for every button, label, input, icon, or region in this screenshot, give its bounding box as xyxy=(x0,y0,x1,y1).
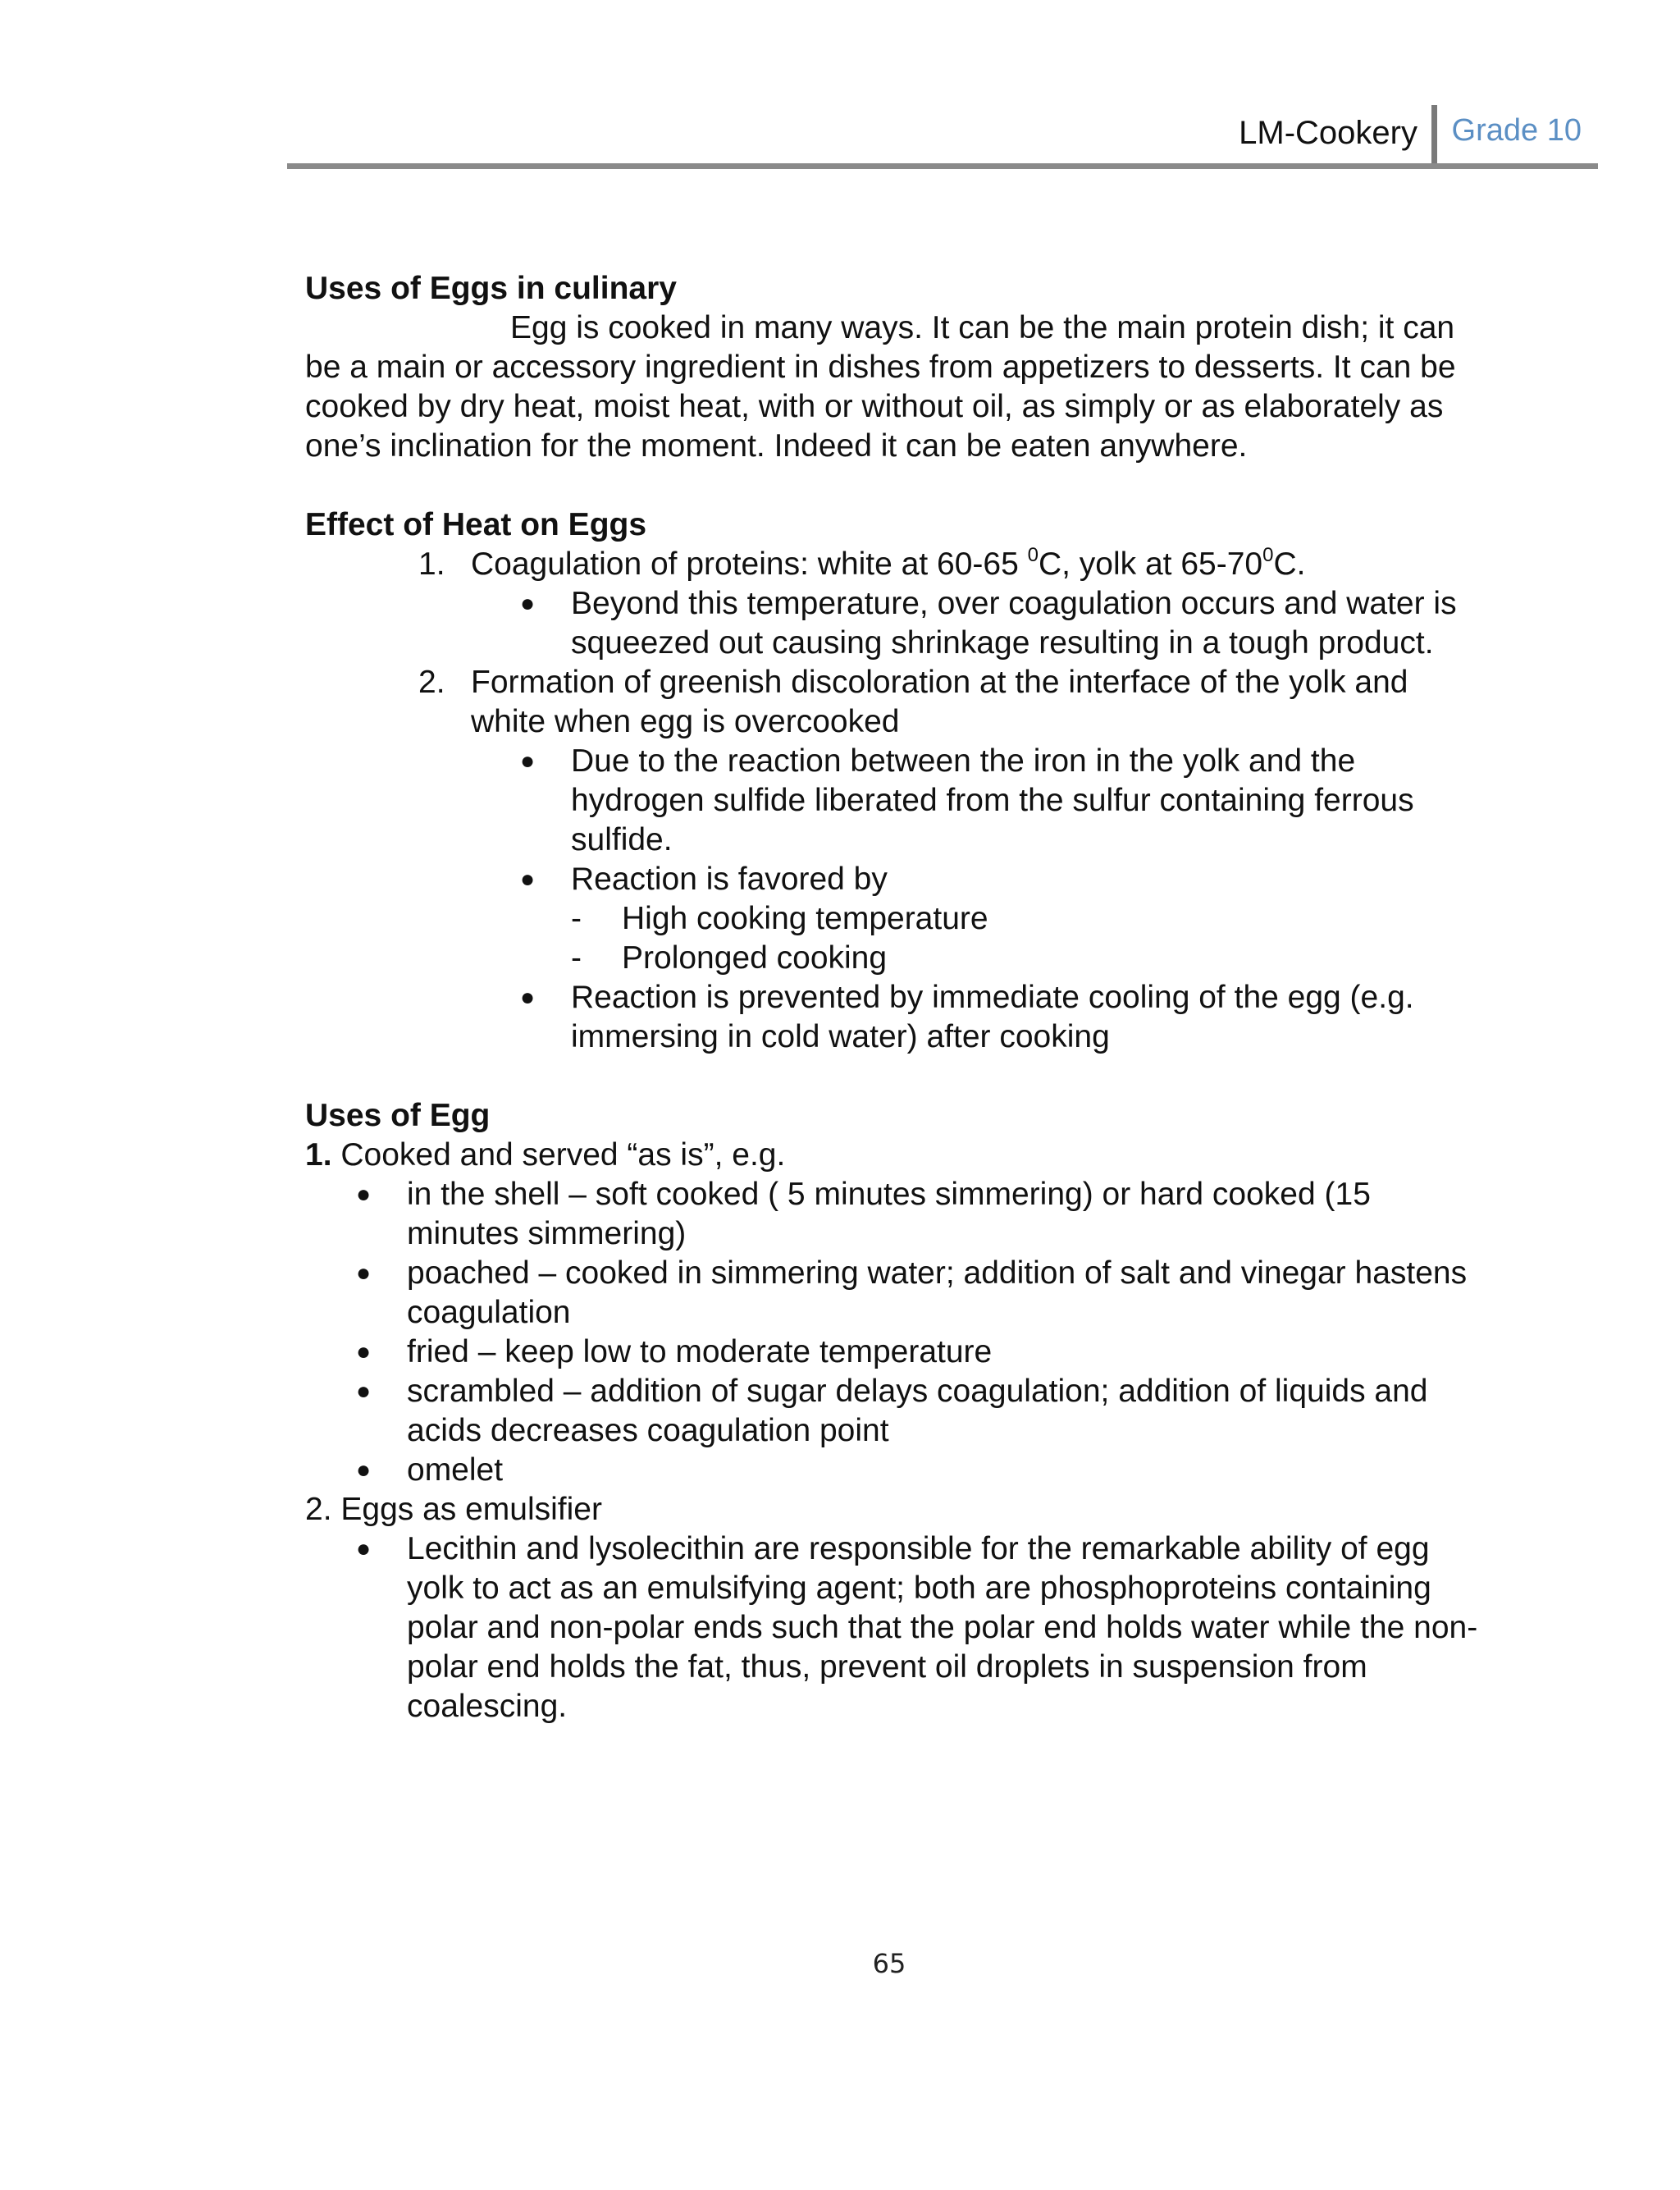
superscript-degree: 0 xyxy=(1027,544,1039,566)
numbered-item-coagulation xyxy=(305,545,1478,584)
dash-text: Prolonged cooking xyxy=(622,940,888,976)
bullet-text: in the shell – soft cooked ( 5 minutes simmering) or hard cooked (15 minutes simmering) xyxy=(407,1177,1371,1251)
item-text: Cooked and served “as is”, e.g. xyxy=(331,1137,786,1173)
spacer xyxy=(305,466,1478,505)
bullet-text: Reaction is favored by xyxy=(571,862,888,897)
item-number: 2. xyxy=(418,665,445,700)
bullet-item xyxy=(305,742,1478,860)
bullet-text: fried – keep low to moderate temperature xyxy=(407,1334,993,1369)
header-grade: Grade 10 xyxy=(1451,113,1582,148)
dash-text: High cooking temperature xyxy=(622,901,988,936)
header-rule xyxy=(287,163,1598,169)
numbered-line-emulsifier: 2. Eggs as emulsifier xyxy=(305,1492,602,1527)
bullet-item xyxy=(305,584,1478,663)
bullet-icon: ● xyxy=(356,1456,372,1484)
bullet-text: Reaction is prevented by immediate cooling of the egg (e.g. immersing in cold water) after cooking xyxy=(571,980,1414,1054)
bullet-item xyxy=(305,1175,1478,1254)
spacer xyxy=(305,1057,1478,1096)
section-heading-uses-culinary: Uses of Eggs in culinary xyxy=(305,271,677,306)
page-header xyxy=(287,105,1598,169)
bullet-icon: ● xyxy=(520,748,536,775)
item-text: Formation of greenish discoloration at the interface of the yolk and white when egg is overcooked xyxy=(471,665,1408,739)
superscript-degree: 0 xyxy=(1262,544,1274,566)
item-text xyxy=(471,545,1478,584)
dash-item xyxy=(305,899,1478,939)
header-divider xyxy=(1431,105,1437,167)
item-text-part: C, yolk at 65-70 xyxy=(1038,546,1263,582)
numbered-line-cooked-served xyxy=(305,1136,1478,1175)
bullet-item xyxy=(305,1372,1478,1451)
bullet-icon: ● xyxy=(356,1181,372,1208)
section-heading-effect-of-heat: Effect of Heat on Eggs xyxy=(305,507,647,542)
paragraph-uses-culinary: Egg is cooked in many ways. It can be the main protein dish; it can be a main or accessory ingredient in dishes from appetizers to desserts. It can be cooked by dry heat, moist heat, with or without oil, as simply or as elaborately as one’s inclination for the moment. Indeed it can be eaten anywhere. xyxy=(305,310,1456,464)
bullet-icon: ● xyxy=(520,866,536,893)
bullet-icon: ● xyxy=(520,590,536,617)
bullet-item xyxy=(305,1451,1478,1490)
bullet-icon: ● xyxy=(356,1535,372,1562)
page-number: 65 xyxy=(872,1948,906,1979)
bullet-item xyxy=(305,1529,1478,1726)
dash-icon: - xyxy=(571,901,582,936)
page-content xyxy=(305,269,1478,1726)
dash-icon: - xyxy=(571,940,582,976)
bullet-item xyxy=(305,1333,1478,1372)
item-number: 1. xyxy=(418,546,445,582)
numbered-item-discoloration xyxy=(305,663,1478,742)
header-title: LM-Cookery xyxy=(1239,115,1418,151)
item-text-part: C. xyxy=(1273,546,1306,582)
bullet-icon: ● xyxy=(356,1260,372,1287)
item-text-part: Coagulation of proteins: white at 60-65 xyxy=(471,546,1028,582)
bullet-text: Due to the reaction between the iron in the yolk and the hydrogen sulfide liberated from the sulfur containing ferrous sulfide. xyxy=(571,743,1414,857)
bullet-text: poached – cooked in simmering water; addition of salt and vinegar hastens coagulation xyxy=(407,1255,1468,1330)
bullet-text: scrambled – addition of sugar delays coagulation; addition of liquids and acids decreases coagulation point xyxy=(407,1374,1428,1448)
bullet-item xyxy=(305,978,1478,1057)
bullet-text: Beyond this temperature, over coagulation occurs and water is squeezed out causing shrinkage resulting in a tough product. xyxy=(571,586,1457,661)
bullet-icon: ● xyxy=(356,1378,372,1405)
bullet-item xyxy=(305,860,1478,899)
bullet-text: omelet xyxy=(407,1452,504,1488)
item-number: 1. xyxy=(305,1137,332,1173)
section-heading-uses-of-egg: Uses of Egg xyxy=(305,1098,491,1133)
bullet-icon: ● xyxy=(520,984,536,1011)
bullet-text: Lecithin and lysolecithin are responsible for the remarkable ability of egg yolk to act as an emulsifying agent; both are phosphoproteins containing polar and non-polar ends such that the polar end holds water while the non-polar end holds the fat, thus, prevent oil droplets in suspension from coalescing. xyxy=(407,1531,1478,1724)
bullet-icon: ● xyxy=(356,1338,372,1365)
dash-item xyxy=(305,939,1478,978)
bullet-item xyxy=(305,1254,1478,1333)
